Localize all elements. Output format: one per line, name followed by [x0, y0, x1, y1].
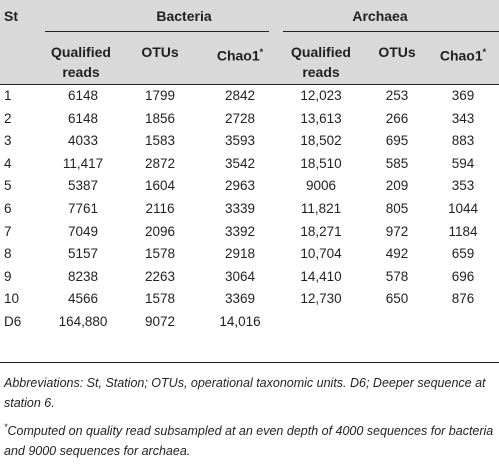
- cell-b-reads: 7049: [67, 223, 99, 239]
- cell-st: 6: [4, 200, 12, 216]
- cell-a-reads: 18,271: [300, 223, 342, 239]
- cell-st: D6: [4, 313, 22, 329]
- cell-a-reads: 9006: [305, 178, 337, 194]
- chao1-footnote-mark: *: [259, 47, 264, 57]
- cell-b-chao: 2842: [224, 88, 256, 103]
- header-archaea-qualified-reads: [280, 42, 362, 82]
- cell-st: 3: [4, 133, 12, 149]
- cell-st: 10: [4, 291, 20, 307]
- cell-a-otus: 695: [385, 133, 409, 149]
- cell-b-chao: 3064: [224, 268, 256, 284]
- cell-st: 2: [4, 110, 12, 126]
- cell-st: 7: [4, 223, 12, 239]
- cell-b-reads: 4566: [67, 291, 99, 307]
- footnote-text: Computed on quality read subsampled at an even depth of 4000 sequences for bacteria and 9000 sequences for archaea.: [4, 424, 494, 459]
- cell-a-otus: 209: [385, 178, 409, 194]
- bacteria-group-underline: [45, 31, 269, 32]
- qualified-line1: Qualified: [51, 44, 111, 60]
- cell-a-chao: 369: [451, 88, 475, 103]
- archaea-group-underline: [283, 31, 499, 32]
- table-row: [0, 174, 499, 197]
- cell-st: 1: [4, 88, 12, 103]
- cell-b-chao: 2728: [224, 110, 256, 126]
- cell-a-reads: 18,502: [300, 133, 342, 149]
- cell-b-otus: 1578: [144, 246, 176, 262]
- cell-a-otus: 972: [385, 223, 409, 239]
- cell-b-chao: 14,016: [219, 313, 261, 329]
- cell-a-chao: 659: [451, 246, 475, 262]
- cell-b-otus: 2116: [145, 200, 175, 216]
- qualified-line2: reads: [62, 64, 100, 80]
- cell-b-otus: 1604: [144, 178, 176, 194]
- cell-a-otus: 805: [385, 200, 409, 216]
- cell-a-reads: 14,410: [300, 268, 342, 284]
- header-bacteria-chao1: [200, 42, 280, 66]
- cell-b-chao: 2963: [224, 178, 256, 194]
- cell-b-otus: 1578: [144, 291, 176, 307]
- cell-b-reads: 164,880: [58, 313, 108, 329]
- cell-a-chao: 1184: [448, 223, 478, 239]
- cell-st: 5: [4, 178, 12, 194]
- header-archaea-chao1: [428, 42, 498, 66]
- qualified-line1: Qualified: [291, 44, 351, 60]
- cell-b-otus: 1583: [144, 133, 176, 149]
- cell-a-chao: 594: [451, 155, 475, 171]
- table-row: [0, 310, 499, 333]
- cell-a-chao: 696: [451, 268, 475, 284]
- cell-b-otus: 2872: [144, 155, 176, 171]
- header-archaea-otus: OTUs: [378, 44, 416, 60]
- cell-b-chao: 2918: [224, 246, 256, 262]
- table-row: [0, 152, 499, 175]
- table-row: [0, 242, 499, 265]
- cell-b-reads: 6148: [67, 110, 99, 126]
- table-row: [0, 287, 499, 310]
- table-row: [0, 197, 499, 220]
- abbreviations-note: Abbreviations: St, Station; OTUs, operational taxonomic units. D6; Deeper sequence at station 6.: [4, 376, 486, 410]
- table-row: [0, 84, 499, 107]
- table-row: [0, 265, 499, 288]
- cell-a-chao: 343: [451, 110, 475, 126]
- cell-b-chao: 3339: [224, 200, 256, 216]
- chao1-footnote-mark: *: [482, 47, 487, 57]
- header-bacteria-otus: OTUs: [141, 44, 179, 60]
- cell-b-otus: 9072: [144, 313, 176, 329]
- footnote: [4, 417, 496, 461]
- cell-b-otus: 1856: [144, 110, 176, 126]
- cell-a-otus: 650: [385, 291, 409, 307]
- cell-b-chao: 3542: [224, 155, 256, 171]
- cell-b-chao: 3369: [224, 291, 256, 307]
- cell-a-chao: 1044: [447, 200, 479, 216]
- chao1-label: Chao1: [216, 47, 260, 64]
- cell-a-reads: 12,730: [300, 291, 342, 307]
- table-bottom-rule: [0, 362, 499, 363]
- qualified-line2: reads: [302, 64, 340, 80]
- cell-b-otus: 2263: [144, 268, 176, 284]
- cell-a-otus: 253: [385, 88, 409, 103]
- cell-a-chao: 883: [451, 133, 475, 149]
- cell-b-reads: 11,417: [62, 155, 104, 171]
- cell-st: 4: [4, 155, 12, 171]
- cell-b-otus: 1799: [144, 88, 176, 103]
- cell-a-otus: 266: [385, 110, 409, 126]
- cell-a-otus: 585: [385, 155, 409, 171]
- table-row: [0, 107, 499, 130]
- cell-b-reads: 4033: [67, 133, 99, 149]
- header-bacteria-qualified-reads: [40, 42, 122, 82]
- cell-st: 9: [4, 268, 12, 284]
- cell-b-reads: 6148: [67, 88, 99, 103]
- table-header: [0, 0, 499, 84]
- cell-a-reads: 18,510: [300, 155, 342, 171]
- table-row: [0, 220, 499, 243]
- cell-a-otus: 492: [385, 246, 409, 262]
- cell-b-otus: 2096: [144, 223, 176, 239]
- cell-a-reads: 11,821: [300, 200, 342, 216]
- footnote-mark: *: [4, 422, 8, 432]
- chao1-label: Chao1: [439, 47, 483, 64]
- table-body: [0, 84, 499, 333]
- cell-a-chao: 876: [451, 291, 475, 307]
- cell-a-reads: 10,704: [300, 246, 342, 262]
- cell-b-reads: 7761: [67, 200, 99, 216]
- header-group-bacteria: Bacteria: [156, 8, 212, 24]
- cell-a-reads: 13,613: [300, 110, 342, 126]
- table-row: [0, 129, 499, 152]
- cell-a-otus: 578: [385, 268, 409, 284]
- cell-b-reads: 5157: [67, 246, 99, 262]
- cell-b-reads: 5387: [67, 178, 99, 194]
- cell-a-chao: 353: [451, 178, 475, 194]
- cell-st: 8: [4, 246, 12, 262]
- header-group-archaea: Archaea: [352, 8, 408, 24]
- cell-b-chao: 3392: [224, 223, 256, 239]
- table-notes: [4, 373, 496, 465]
- header-station: St: [4, 8, 18, 24]
- cell-b-chao: 3593: [224, 133, 256, 149]
- cell-a-reads: 12,023: [300, 88, 342, 103]
- cell-b-reads: 8238: [67, 268, 99, 284]
